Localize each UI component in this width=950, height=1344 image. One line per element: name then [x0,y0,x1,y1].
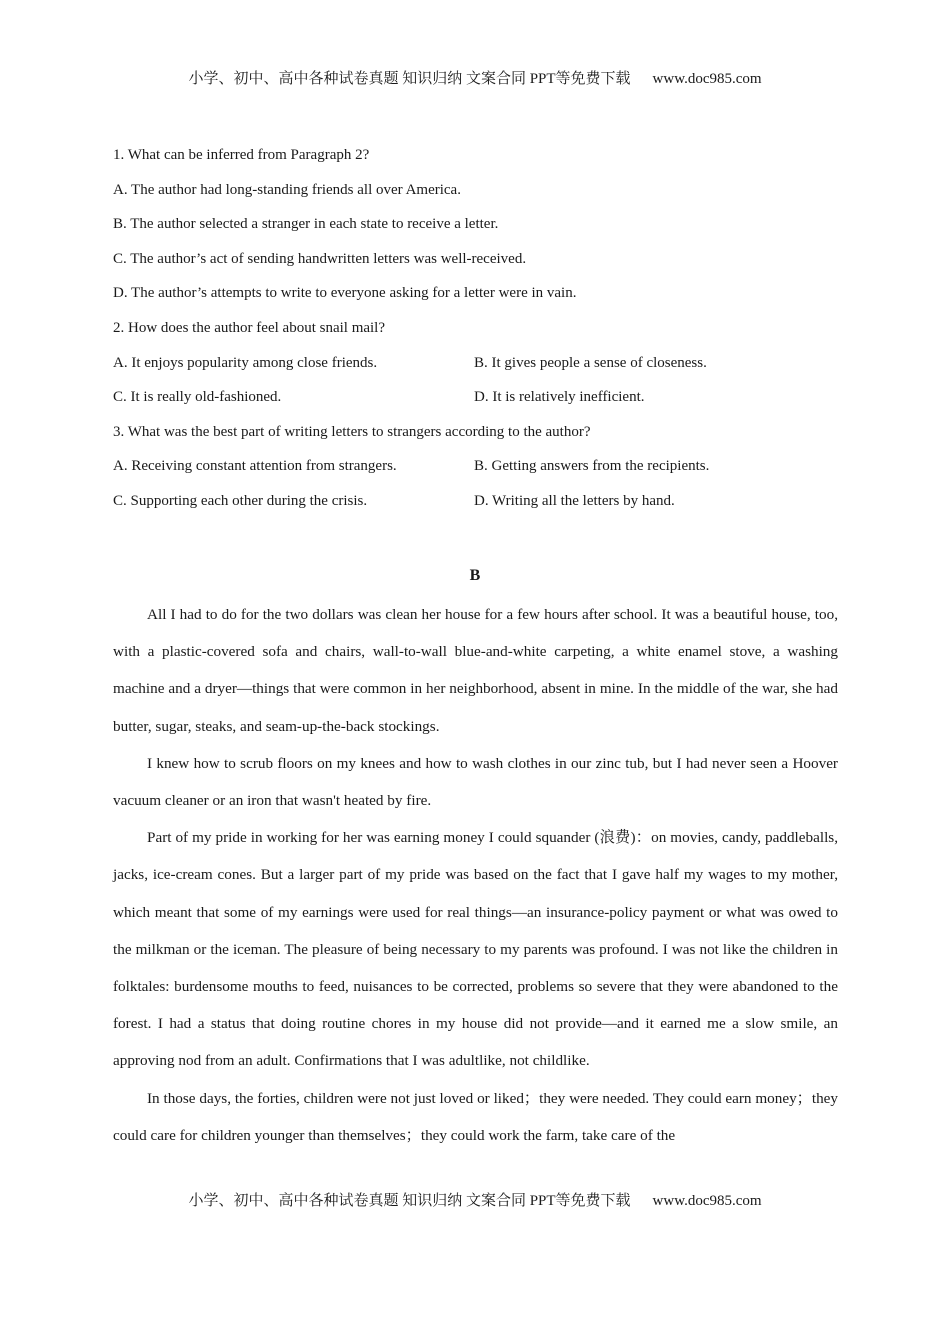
question-1-option-c: C. The author’s act of sending handwritten letters was well-received. [113,250,527,267]
header-text: 小学、初中、高中各种试卷真题 知识归纳 文案合同 PPT等免费下载 [188,71,631,87]
passage-paragraph-4: In those days, the forties, children were not just loved or liked；they were needed. They could earn money；they could care for children younger than themselves；they could work the farm, take care of the [113,1089,838,1144]
passage-paragraph-3: Part of my pride in working for her was earning money I could squander (浪费)：on movies, candy, paddleballs, jacks, ice-cream cones. But a larger part of my pride was based on the fact that I gave half my wages to my mother, which meant that some of my earnings were used for real things—an insurance-policy payment or what was owed to the milkman or the iceman. The pleasure of being necessary to my parents was profound. I was not like the children in folktales: burdensome mouths to feed, nuisances to be corrected, problems so severe that they were abandoned to the forest. I had a status that doing routine chores in my house did not provide—and it earned me a slow smile, an approving nod from an adult. Confirmations that I was adultlike, not childlike. [113,829,838,1070]
question-2-options-row-2 [113,387,838,422]
question-3-options-row-2 [113,491,838,526]
passage-paragraph-1: All I had to do for the two dollars was clean her house for a few hours after school. It was a beautiful house, too, with a plastic-covered sofa and chairs, wall-to-wall blue-and-white carpeting, a white enamel stove, a washing machine and a dryer—things that were common in her neighborhood, absent in mine. In the middle of the war, she had butter, sugar, steaks, and seam-up-the-back stockings. [113,606,838,735]
question-2-options-row-1 [113,353,838,388]
question-2-option-c: C. It is really old-fashioned. [113,389,282,406]
footer-text: 小学、初中、高中各种试卷真题 知识归纳 文案合同 PPT等免费下载 [188,1193,631,1209]
page-footer [0,1191,950,1211]
question-3-stem: 3. What was the best part of writing letters to strangers according to the author? [113,423,591,440]
header-url[interactable]: www.doc985.com [652,71,762,87]
question-1-option-d: D. The author’s attempts to write to everyone asking for a letter were in vain. [113,285,577,302]
question-list [113,145,838,526]
question-3-option-d: D. Writing all the letters by hand. [474,492,675,509]
question-3-option-a: A. Receiving constant attention from strangers. [113,458,397,475]
question-1-option-a: A. The author had long-standing friends all over America. [113,181,461,198]
question-3-option-c: C. Supporting each other during the crisis. [113,492,368,509]
passage-paragraph-2: I knew how to scrub floors on my knees and how to wash clothes in our zinc tub, but I had never seen a Hoover vacuum cleaner or an iron that wasn't heated by fire. [113,754,838,810]
question-3-options-row-1 [113,456,838,491]
footer-url[interactable]: www.doc985.com [652,1193,762,1209]
question-2-option-d: D. It is relatively inefficient. [474,389,645,406]
question-1-option-b: B. The author selected a stranger in each state to receive a letter. [113,216,499,233]
question-2-stem: 2. How does the author feel about snail mail? [113,319,386,336]
question-2-option-b: B. It gives people a sense of closeness. [474,354,707,371]
reading-passage [113,596,838,1154]
question-3-option-b: B. Getting answers from the recipients. [474,458,710,475]
question-2-option-a: A. It enjoys popularity among close friends. [113,354,378,371]
section-title: B [469,567,481,584]
question-1-stem: 1. What can be inferred from Paragraph 2? [113,147,370,163]
page-header [0,69,950,89]
